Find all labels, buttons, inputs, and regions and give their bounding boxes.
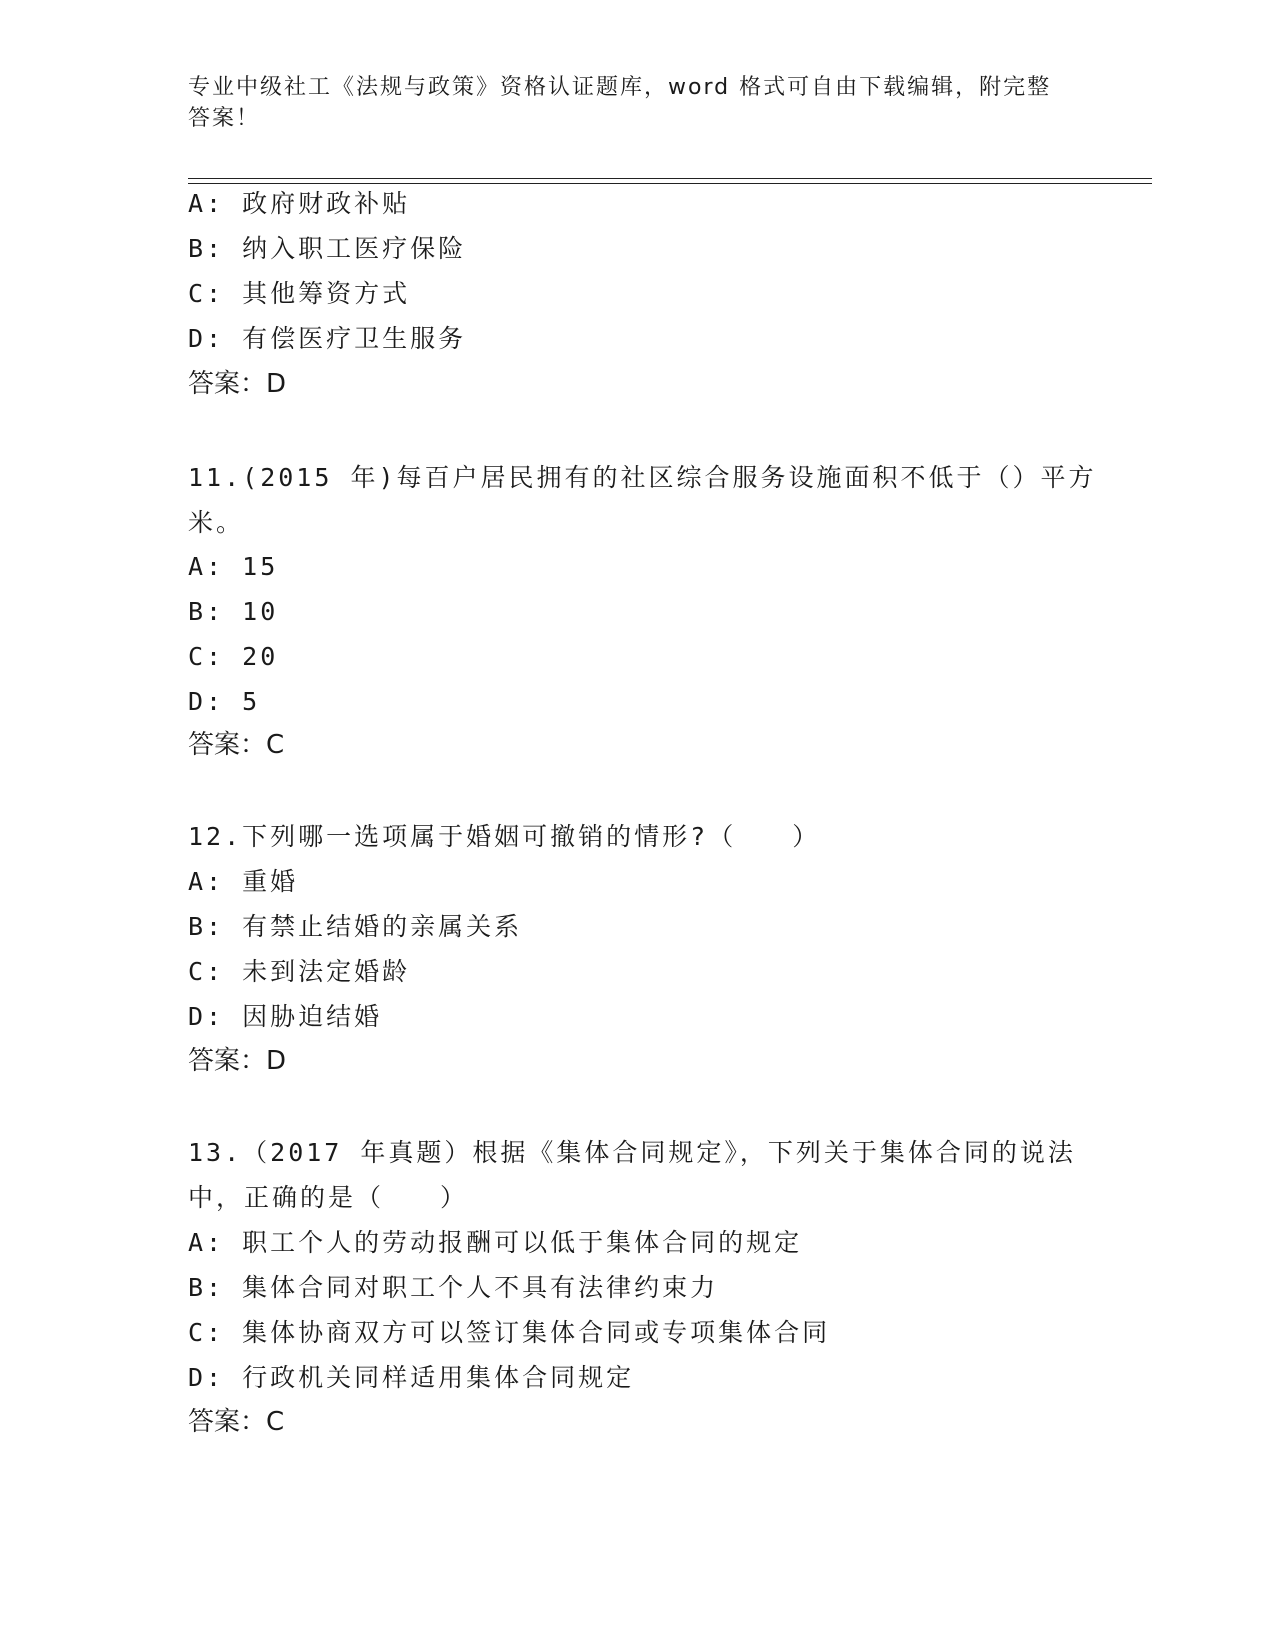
- q12-stem-line-1: 12.下列哪一选项属于婚姻可撤销的情形?（ ）: [188, 822, 821, 851]
- q10-option-a: A: 政府财政补贴: [188, 189, 411, 218]
- q10-answer: 答案：D: [188, 369, 287, 399]
- q11-option-b: B: 10: [188, 597, 279, 626]
- q10-option-c: C: 其他筹资方式: [188, 279, 411, 308]
- q11-answer: 答案：C: [188, 730, 285, 760]
- q13-answer: 答案：C: [188, 1407, 285, 1437]
- q13-stem-line-2: 中，正确的是（ ）: [188, 1183, 469, 1212]
- q13-stem-line-1: 13.（2017 年真题）根据《集体合同规定》，下列关于集体合同的说法: [188, 1138, 1076, 1167]
- q12-answer: 答案：D: [188, 1046, 287, 1076]
- q10-option-d: D: 有偿医疗卫生服务: [188, 324, 467, 353]
- q13-option-a: A: 职工个人的劳动报酬可以低于集体合同的规定: [188, 1228, 803, 1257]
- q11-option-a: A: 15: [188, 552, 279, 581]
- q13-option-b: B: 集体合同对职工个人不具有法律约束力: [188, 1273, 719, 1302]
- q10-option-b: B: 纳入职工医疗保险: [188, 234, 467, 263]
- q11-option-d: D: 5: [188, 687, 261, 716]
- q11-option-c: C: 20: [188, 642, 279, 671]
- header-line-2: 答案！: [188, 106, 261, 131]
- header-divider-top: [188, 178, 1152, 179]
- q13-option-c: C: 集体协商双方可以签订集体合同或专项集体合同: [188, 1318, 831, 1347]
- document-header: [188, 72, 1088, 134]
- q13-option-d: D: 行政机关同样适用集体合同规定: [188, 1363, 635, 1392]
- q12-option-c: C: 未到法定婚龄: [188, 957, 411, 986]
- q12-option-d: D: 因胁迫结婚: [188, 1002, 383, 1031]
- q11-stem-line-2: 米。: [188, 508, 245, 537]
- q11-stem-line-1: 11.(2015 年)每百户居民拥有的社区综合服务设施面积不低于（）平方: [188, 463, 1097, 492]
- header-line-1: 专业中级社工《法规与政策》资格认证题库，word 格式可自由下载编辑，附完整: [188, 75, 1052, 100]
- q12-option-b: B: 有禁止结婚的亲属关系: [188, 912, 523, 941]
- q12-option-a: A: 重婚: [188, 867, 299, 896]
- header-divider-bottom: [188, 183, 1152, 184]
